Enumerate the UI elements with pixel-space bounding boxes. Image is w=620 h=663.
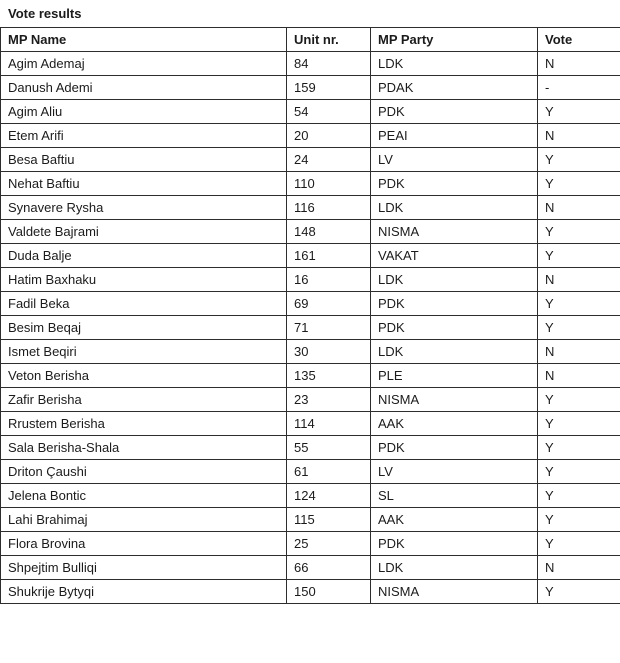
unit-nr-cell: 150 — [287, 580, 371, 604]
table-row — [1, 220, 620, 244]
mp-name-cell: Hatim Baxhaku — [1, 268, 287, 292]
column-header-unit-nr: Unit nr. — [287, 28, 371, 52]
unit-nr-cell: 71 — [287, 316, 371, 340]
unit-nr-cell: 23 — [287, 388, 371, 412]
mp-name-cell: Synavere Rysha — [1, 196, 287, 220]
mp-name-cell: Etem Arifi — [1, 124, 287, 148]
table-row — [1, 460, 620, 484]
mp-party-cell: PDK — [371, 172, 538, 196]
mp-party-cell: NISMA — [371, 580, 538, 604]
vote-cell: N — [538, 196, 620, 220]
table-row — [1, 52, 620, 76]
mp-party-cell: AAK — [371, 412, 538, 436]
table-row — [1, 292, 620, 316]
vote-results-table — [0, 27, 620, 604]
mp-name-cell: Agim Aliu — [1, 100, 287, 124]
unit-nr-cell: 135 — [287, 364, 371, 388]
vote-cell: N — [538, 556, 620, 580]
table-row — [1, 340, 620, 364]
table-row — [1, 388, 620, 412]
mp-party-cell: PDK — [371, 436, 538, 460]
table-row — [1, 364, 620, 388]
table-row — [1, 76, 620, 100]
column-header-vote: Vote — [538, 28, 620, 52]
mp-name-cell: Valdete Bajrami — [1, 220, 287, 244]
vote-cell: N — [538, 52, 620, 76]
unit-nr-cell: 54 — [287, 100, 371, 124]
vote-cell: - — [538, 76, 620, 100]
vote-cell: N — [538, 124, 620, 148]
unit-nr-cell: 84 — [287, 52, 371, 76]
page-title: Vote results — [8, 6, 82, 21]
unit-nr-cell: 69 — [287, 292, 371, 316]
unit-nr-cell: 25 — [287, 532, 371, 556]
vote-cell: Y — [538, 532, 620, 556]
unit-nr-cell: 16 — [287, 268, 371, 292]
vote-cell: Y — [538, 580, 620, 604]
mp-name-cell: Flora Brovina — [1, 532, 287, 556]
mp-party-cell: LDK — [371, 52, 538, 76]
vote-cell: Y — [538, 316, 620, 340]
mp-name-cell: Veton Berisha — [1, 364, 287, 388]
vote-cell: N — [538, 340, 620, 364]
table-header-row — [1, 28, 620, 52]
table-row — [1, 580, 620, 604]
vote-cell: Y — [538, 460, 620, 484]
mp-name-cell: Besim Beqaj — [1, 316, 287, 340]
vote-cell: Y — [538, 412, 620, 436]
mp-party-cell: VAKAT — [371, 244, 538, 268]
vote-cell: Y — [538, 508, 620, 532]
mp-party-cell: NISMA — [371, 388, 538, 412]
unit-nr-cell: 55 — [287, 436, 371, 460]
mp-party-cell: LV — [371, 460, 538, 484]
table-row — [1, 148, 620, 172]
table-row — [1, 124, 620, 148]
vote-cell: Y — [538, 436, 620, 460]
unit-nr-cell: 116 — [287, 196, 371, 220]
mp-party-cell: PDK — [371, 100, 538, 124]
unit-nr-cell: 114 — [287, 412, 371, 436]
mp-party-cell: AAK — [371, 508, 538, 532]
mp-name-cell: Danush Ademi — [1, 76, 287, 100]
mp-name-cell: Duda Balje — [1, 244, 287, 268]
mp-name-cell: Shukrije Bytyqi — [1, 580, 287, 604]
vote-cell: Y — [538, 244, 620, 268]
table-row — [1, 484, 620, 508]
vote-cell: Y — [538, 100, 620, 124]
mp-party-cell: LV — [371, 148, 538, 172]
table-row — [1, 508, 620, 532]
column-header-mp-name: MP Name — [1, 28, 287, 52]
vote-cell: N — [538, 268, 620, 292]
mp-party-cell: LDK — [371, 340, 538, 364]
table-row — [1, 196, 620, 220]
unit-nr-cell: 115 — [287, 508, 371, 532]
table-row — [1, 436, 620, 460]
mp-party-cell: PDK — [371, 292, 538, 316]
unit-nr-cell: 66 — [287, 556, 371, 580]
mp-name-cell: Driton Çaushi — [1, 460, 287, 484]
unit-nr-cell: 159 — [287, 76, 371, 100]
vote-cell: Y — [538, 220, 620, 244]
vote-cell: Y — [538, 388, 620, 412]
unit-nr-cell: 24 — [287, 148, 371, 172]
mp-name-cell: Nehat Baftiu — [1, 172, 287, 196]
table-row — [1, 556, 620, 580]
vote-cell: Y — [538, 484, 620, 508]
unit-nr-cell: 110 — [287, 172, 371, 196]
mp-party-cell: NISMA — [371, 220, 538, 244]
mp-name-cell: Shpejtim Bulliqi — [1, 556, 287, 580]
mp-party-cell: LDK — [371, 196, 538, 220]
vote-cell: Y — [538, 148, 620, 172]
mp-party-cell: PDK — [371, 316, 538, 340]
mp-name-cell: Agim Ademaj — [1, 52, 287, 76]
table-row — [1, 268, 620, 292]
mp-name-cell: Jelena Bontic — [1, 484, 287, 508]
vote-cell: N — [538, 364, 620, 388]
table-row — [1, 100, 620, 124]
vote-cell: Y — [538, 292, 620, 316]
mp-party-cell: LDK — [371, 268, 538, 292]
mp-name-cell: Lahi Brahimaj — [1, 508, 287, 532]
table-row — [1, 172, 620, 196]
mp-name-cell: Sala Berisha-Shala — [1, 436, 287, 460]
mp-party-cell: PLE — [371, 364, 538, 388]
unit-nr-cell: 30 — [287, 340, 371, 364]
column-header-mp-party: MP Party — [371, 28, 538, 52]
table-row — [1, 316, 620, 340]
mp-party-cell: PDK — [371, 532, 538, 556]
table-row — [1, 244, 620, 268]
unit-nr-cell: 124 — [287, 484, 371, 508]
mp-party-cell: SL — [371, 484, 538, 508]
mp-name-cell: Zafir Berisha — [1, 388, 287, 412]
mp-party-cell: LDK — [371, 556, 538, 580]
mp-name-cell: Rrustem Berisha — [1, 412, 287, 436]
table-row — [1, 532, 620, 556]
mp-party-cell: PEAI — [371, 124, 538, 148]
mp-party-cell: PDAK — [371, 76, 538, 100]
vote-cell: Y — [538, 172, 620, 196]
table-row — [1, 412, 620, 436]
unit-nr-cell: 20 — [287, 124, 371, 148]
unit-nr-cell: 148 — [287, 220, 371, 244]
mp-name-cell: Ismet Beqiri — [1, 340, 287, 364]
unit-nr-cell: 161 — [287, 244, 371, 268]
unit-nr-cell: 61 — [287, 460, 371, 484]
mp-name-cell: Fadil Beka — [1, 292, 287, 316]
mp-name-cell: Besa Baftiu — [1, 148, 287, 172]
